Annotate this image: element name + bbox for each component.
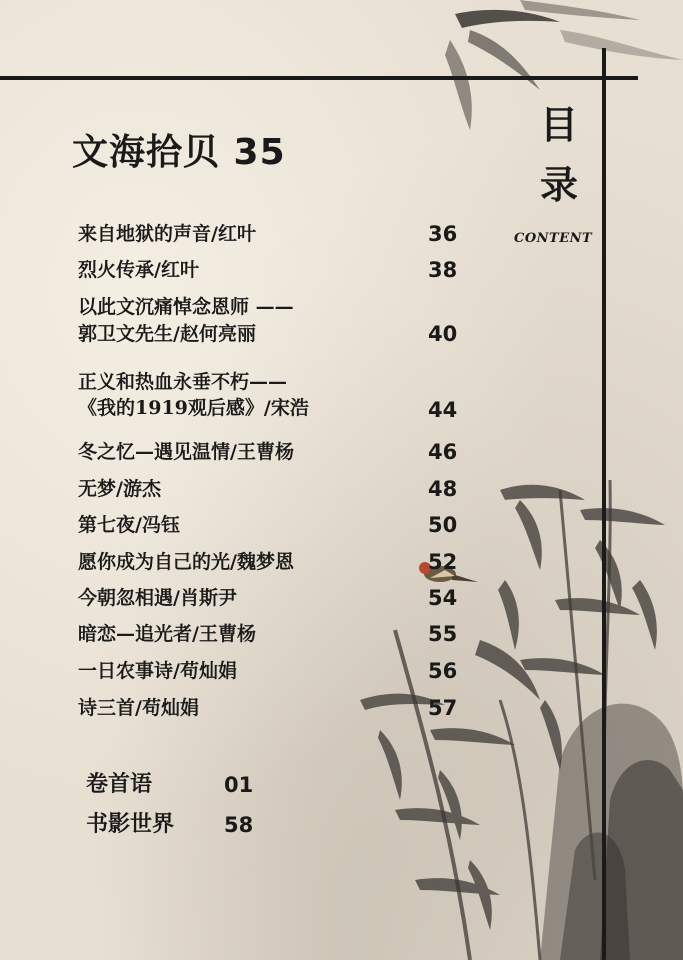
toc-entry-title[interactable]: 无梦/游杰 [78,478,161,500]
toc-entry-title[interactable]: 暗恋—追光者/王曹杨 [78,623,256,645]
ink-rock [540,704,683,960]
toc-entry-title[interactable]: 冬之忆—遇见温情/王曹杨 [78,441,294,463]
toc-entry-title[interactable]: 以此文沉痛悼念恩师 —— [78,296,294,318]
side-rule [602,48,606,960]
toc-entry-title[interactable]: 愿你成为自己的光/魏梦恩 [78,551,294,573]
extra-section-label[interactable]: 书影世界 [86,812,175,837]
toc-entry-page: 54 [428,586,458,610]
toc-entry-page: 57 [428,696,458,720]
toc-entry-title[interactable]: 正义和热血永垂不朽—— [78,371,288,393]
page-title: 文海拾贝 35 [72,132,286,173]
extra-section-label[interactable]: 卷首语 [86,772,153,797]
toc-entry-page: 46 [428,440,458,464]
toc-entry-title[interactable]: 诗三首/苟灿娟 [78,697,199,719]
extra-section-page: 58 [224,813,254,837]
header-rule [0,76,638,80]
toc-entry-page: 48 [428,477,458,501]
toc-entry-page: 52 [428,550,458,574]
toc-entry-title[interactable]: 烈火传承/红叶 [78,259,199,281]
toc-entry-page: 40 [428,322,458,346]
contents-heading-char-2: 录 [540,162,579,207]
toc-entry-page: 56 [428,659,458,683]
toc-entry-title[interactable]: 今朝忽相遇/肖斯尹 [78,587,237,609]
toc-entry-title-line-2[interactable]: 《我的1919观后感》/宋浩 [78,397,309,419]
toc-entry-page: 36 [428,222,458,246]
toc-entry-title[interactable]: 来自地狱的声音/红叶 [78,223,256,245]
toc-entry-page: 50 [428,513,458,537]
extra-section-page: 01 [224,773,254,797]
toc-entry-page: 44 [428,398,458,422]
toc-entry-title[interactable]: 一日农事诗/苟灿娟 [78,660,237,682]
contents-subheading: CONTENT [514,231,593,246]
toc-entry-page: 55 [428,622,458,646]
toc-entry-page: 38 [428,258,458,282]
contents-heading-char-1: 目 [540,102,579,147]
toc-entry-title[interactable]: 第七夜/冯钰 [78,514,180,536]
toc-entry-title-line-2[interactable]: 郭卫文先生/赵何亮丽 [78,323,256,345]
